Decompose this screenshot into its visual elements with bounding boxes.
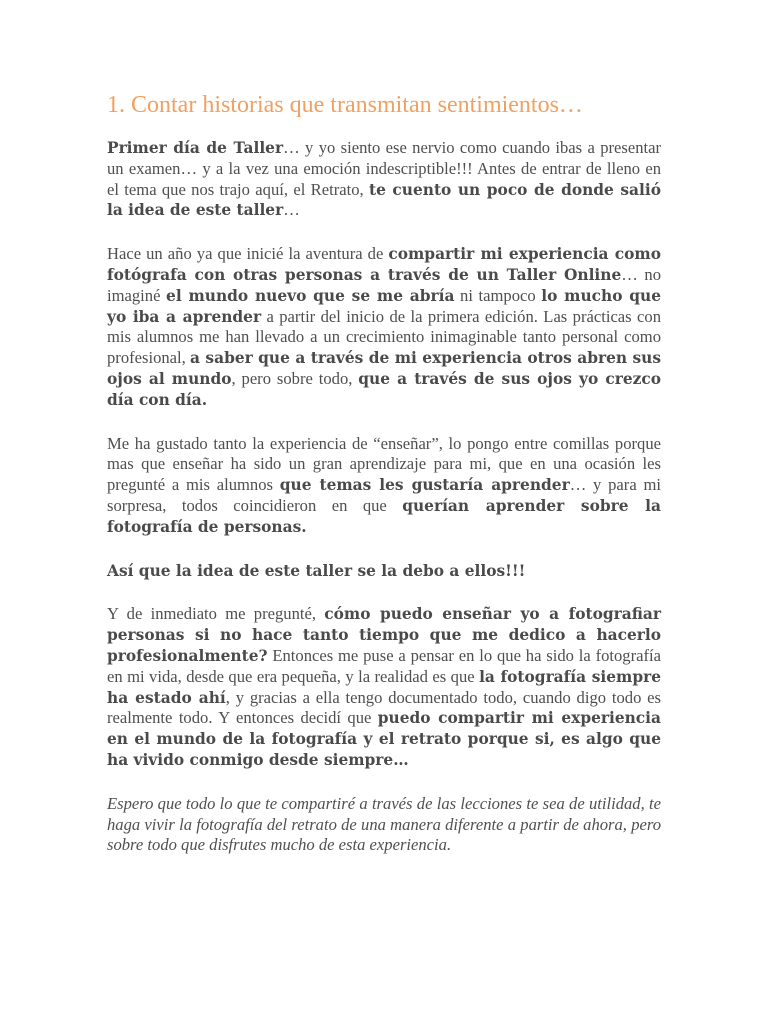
text-run: ni tampoco [454,285,542,305]
text-run: Me ha gustado tanto la experiencia de “enseñar”, lo pongo entre comillas porque mas que enseñar ha sido un gran aprendizaje para mi, que en una ocasión les pregunté a mis alumnos [107,433,661,495]
text-run: , y gracias a ella tengo documentado todo, cuando digo todo es realmente todo. Y entonces decidí que [107,687,661,728]
bold-text: Así que la idea de este taller se la debo a ellos!!! [107,561,526,580]
bold-text: puedo compartir mi experiencia en el mundo de la fotografía y el retrato porque si, es algo que ha vivido conmigo desde siempre… [107,709,661,769]
bold-text: querían aprender sobre la fotografía de personas. [107,496,661,536]
section-heading: 1. Contar historias que transmitan sentimientos… [107,92,583,118]
paragraph-teaching [107,434,661,538]
text-run: … y para mi sorpresa, todos coincidieron en que [107,475,661,515]
bold-text: a saber que a través de mi experiencia otros abren sus ojos al mundo [107,349,662,388]
text-run: … y yo siento ese nervio como cuando ibas a presentar un examen… y a la vez una emoción indescriptible!!! Antes de entrar de lleno en el tema que nos trajo aquí, el Retrato, [107,138,662,199]
document-page [107,90,661,879]
text-run: Entonces me puse a pensar en lo que ha sido la fotografía en mi vida, desde que era pequeña, y la realidad es que [107,645,661,686]
text-run: … [283,200,300,220]
bold-text: que temas les gustaría aprender [279,476,570,495]
text-run: a partir del inicio de la primera edición. Las prácticas con mis alumnos me han llevado a un crecimiento inimaginable tanto personal como profesional, [107,306,661,368]
bold-text: te cuento un poco de donde salió la idea de este taller [107,180,661,220]
bold-text: cómo puedo enseñar yo a fotografiar personas si no hace tanto tiempo que me dedico a hacerlo profesionalmente? [107,605,661,665]
bold-text: el mundo nuevo que se me abría [166,286,455,305]
paragraph-reflection [107,604,661,770]
bold-text: compartir mi experiencia como fotógrafa con otras personas a través de un Taller Online [107,245,661,284]
paragraph-experience [107,244,661,410]
text-run: , pero sobre todo, [231,368,359,388]
text-run: Hace un año ya que inicié la aventura de [107,244,389,264]
italic-text: Espero que todo lo que te compartiré a través de las lecciones te sea de utilidad, te haga vivir la fotografía del retrato de una manera diferente a partir de ahora, pero sobre todo que disfrutes mucho de esta experiencia. [107,793,661,855]
bold-text: lo mucho que yo iba a aprender [107,286,661,326]
paragraph-thanks [107,561,661,582]
text-run: … no imaginé [107,264,661,305]
bold-text: la fotografía siempre ha estado ahí [107,667,661,707]
text-run: Y de inmediato me pregunté, [107,604,325,624]
paragraph-closing [107,794,661,856]
bold-text: Primer día de Taller [107,139,284,157]
bold-text: que a través de sus ojos yo crezco día con día. [107,369,661,409]
paragraph-intro [107,138,661,221]
